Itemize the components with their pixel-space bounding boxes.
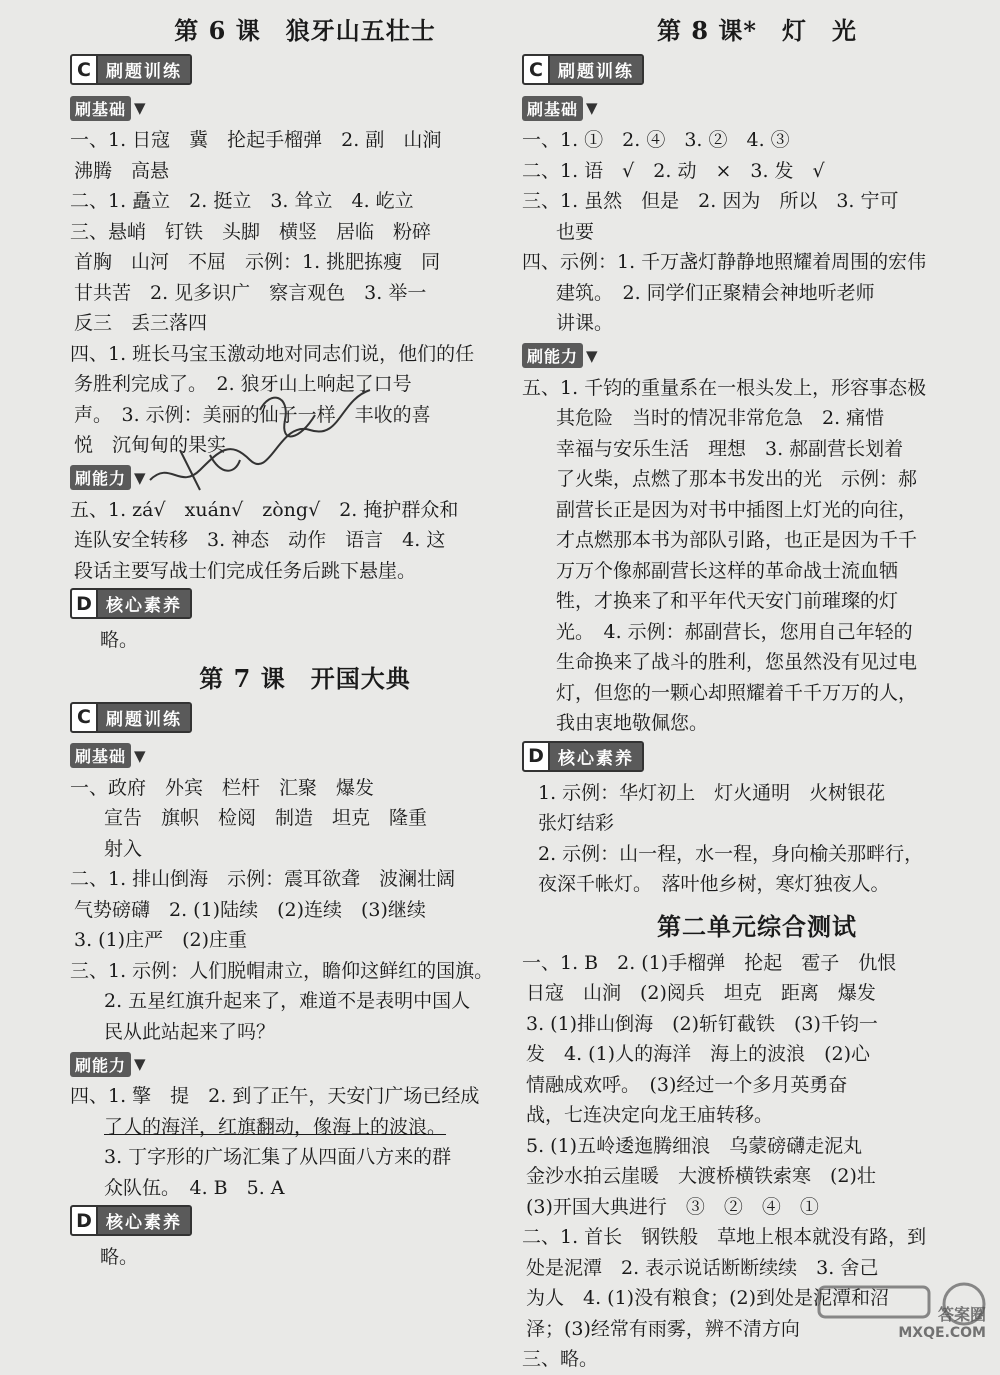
answer-line: 张灯结彩 (538, 812, 615, 834)
lesson6-section-d (70, 588, 192, 619)
lesson7-section-c (70, 702, 192, 733)
lesson6-title: 第 6 课 狼牙山五壮士 (174, 16, 436, 45)
answer-line: 略。 (100, 1246, 139, 1268)
triangle-down-icon: ▼ (134, 468, 146, 487)
answer-line: 发 4. (1)人的海洋 海上的波浪 (2)心 (526, 1043, 870, 1065)
triangle-down-icon: ▼ (134, 99, 146, 117)
triangle-down-icon: ▼ (134, 1055, 146, 1073)
section-label: 核心素养 (98, 1207, 190, 1234)
answer-line: 沸腾 高悬 (74, 159, 170, 182)
section-label: 刷题训练 (98, 704, 190, 731)
answer-line: 二、1. 首长 钢铁般 草地上根本就没有路，到 (522, 1226, 927, 1248)
answer-line: 也要 (556, 220, 595, 243)
answer-line: 段话主要写战士们完成任务后跳下悬崖。 (74, 559, 417, 582)
sub-tag: 刷基础 (522, 96, 583, 121)
lesson8-sub-basic (522, 95, 992, 121)
answer-line: 处是泥潭 2. 表示说话断断续续 3. 舍己 (526, 1256, 879, 1279)
answer-line: 甘共苦 2. 见多识广 察言观色 3. 举一 (74, 281, 427, 304)
triangle-down-icon: ▼ (586, 99, 598, 117)
lesson6-section-c (70, 54, 192, 85)
section-label: 刷题训练 (98, 56, 190, 83)
sub-tag: 刷能力 (70, 465, 131, 490)
answer-line: 一、政府 外宾 栏杆 汇聚 爆发 (70, 776, 375, 799)
answer-line: (3)开国大典进行 ③ ② ④ ① (526, 1195, 819, 1218)
section-letter: C (72, 704, 98, 731)
answer-line: 夜深千帐灯。 落叶他乡树，寒灯独夜人。 (538, 873, 890, 895)
lesson7-sub-basic (70, 743, 540, 769)
lesson8-basic-answers (522, 125, 992, 339)
lesson8-ability-answers (522, 373, 992, 739)
answer-line: 三、悬峭 钉铁 头脚 横竖 居临 粉碎 (70, 220, 432, 243)
answer-line: 2. 五星红旗升起来了，难道不是表明中国人 (104, 990, 471, 1012)
lesson6-basic-answers (70, 125, 540, 461)
answer-line: 了人的海洋，红旗翻动，像海上的波浪。 (104, 1115, 447, 1138)
unit-test-title: 第二单元综合测试 (657, 911, 857, 941)
watermark-text: MXQE.COM (898, 1325, 986, 1341)
section-letter: D (524, 743, 550, 770)
answer-line: 我由衷地敬佩您。 (556, 712, 709, 734)
section-label: 核心素养 (98, 590, 190, 617)
answer-line: 首胸 山河 不屈 示例：1. 挑肥拣瘦 同 (74, 251, 441, 273)
answer-line: 二、1. 排山倒海 示例：震耳欲聋 波澜壮阔 (70, 868, 456, 890)
lesson8-sub-ability (522, 343, 992, 369)
lesson7-basic-answers (70, 773, 540, 1048)
answer-line: 连队安全转移 3. 神态 动作 语言 4. 这 (74, 529, 446, 551)
sub-tag: 刷能力 (70, 1052, 131, 1077)
answer-line: 情融成欢呼。 (3)经过一个多月英勇奋 (526, 1073, 848, 1096)
triangle-down-icon: ▼ (586, 346, 598, 365)
answer-line: 悦 沉甸甸的果实 (74, 434, 227, 456)
lesson7-section-d (70, 1205, 192, 1236)
answer-line: 一、1. B 2. (1)手榴弹 抡起 雹子 仇恨 (522, 951, 897, 974)
answer-line: 灯，但您的一颗心却照耀着千千万万的人， (556, 681, 918, 704)
answer-line: 3. (1)排山倒海 (2)斩钉截铁 (3)千钧一 (526, 1012, 878, 1035)
answer-line: 四、1. 擎 提 2. 到了正午，天安门广场已经成 (70, 1085, 480, 1107)
sub-tag: 刷能力 (522, 343, 583, 368)
watermark-brand (938, 1302, 986, 1325)
answer-line: 战，七连决定向龙王庙转移。 (526, 1104, 774, 1126)
answer-line: 生命换来了战斗的胜利，您虽然没有见过电 (556, 651, 918, 673)
answer-line: 民从此站起来了吗？ (104, 1020, 276, 1043)
answer-line: 务胜利完成了。 2. 狼牙山上响起了口号 (74, 373, 412, 395)
answer-line: 牲，才换来了和平年代天安门前璀璨的灯 (556, 590, 899, 612)
answer-line: 泽；(3)经常有雨雾，辨不清方向 (526, 1317, 800, 1340)
answer-line: 副营长正是因为对书中插图上灯光的向往， (556, 498, 918, 521)
answer-line: 略。 (100, 629, 139, 651)
answer-line: 三、1. 虽然 但是 2. 因为 所以 3. 宁可 (522, 190, 899, 212)
answer-line: 1. 示例：华灯初上 灯火通明 火树银花 (538, 781, 886, 804)
lesson8-core-answers (522, 778, 992, 900)
answer-line: 射入 (104, 837, 143, 860)
answer-line: 日寇 山涧 (2)阅兵 坦克 距离 爆发 (526, 982, 876, 1004)
lesson6-ability-answers (70, 495, 540, 587)
answer-line: 为人 4. (1)没有粮食；(2)到处是泥潭和沼 (526, 1287, 889, 1309)
answer-line: 其危险 当时的情况非常危急 2. 痛惜 (556, 407, 885, 429)
lesson8-section-c (522, 54, 644, 85)
answer-line: 声。 3. 示例：美丽的仙子一样 丰收的喜 (74, 403, 431, 426)
answer-line: 讲课。 (556, 312, 614, 334)
left-column (70, 14, 540, 1273)
watermark-brand-text: 答案圈 (937, 1305, 986, 1324)
answer-line: 五、1. zá√ xuán√ zòng√ 2. 掩护群众和 (70, 498, 459, 521)
section-label: 核心素养 (550, 743, 642, 770)
section-letter: C (72, 56, 98, 83)
answer-line: 四、1. 班长马宝玉激动地对同志们说，他们的任 (70, 342, 475, 365)
section-letter: C (524, 56, 550, 83)
answer-line: 二、1. 矗立 2. 挺立 3. 耸立 4. 屹立 (70, 190, 414, 212)
answer-line: 才点燃那本书为部队引路，也正是因为千千 (556, 529, 918, 551)
lesson8-section-d (522, 741, 644, 772)
answer-line: 五、1. 千钧的重量系在一根头发上，形容事态极 (522, 376, 927, 399)
section-letter: D (72, 1207, 98, 1234)
answer-line: 气势磅礴 2. (1)陆续 (2)连续 (3)继续 (74, 898, 426, 921)
lesson8-title: 第 8 课* 灯 光 (657, 16, 857, 45)
answer-line: 三、1. 示例：人们脱帽肃立，瞻仰这鲜红的国旗。 (70, 959, 494, 982)
lesson7-title: 第 7 课 开国大典 (199, 663, 411, 693)
answer-line: 反三 丢三落四 (74, 312, 208, 334)
section-letter: D (72, 590, 98, 617)
answer-line: 宣告 旗帜 检阅 制造 坦克 隆重 (104, 807, 428, 829)
sub-tag: 刷基础 (70, 96, 131, 121)
triangle-down-icon: ▼ (134, 746, 146, 765)
answer-line: 建筑。 2. 同学们正聚精会神地听老师 (556, 281, 875, 304)
answer-line: 3. (1)庄严 (2)庄重 (74, 929, 247, 951)
lesson7-ability-answers (70, 1081, 540, 1203)
answer-line: 光。 4. 示例：郝副营长，您用自己年轻的 (556, 620, 913, 643)
answer-line: 5. (1)五岭逶迤腾细浪 乌蒙磅礴走泥丸 (526, 1134, 863, 1157)
sub-tag: 刷基础 (70, 743, 131, 768)
right-column (522, 14, 992, 1375)
lesson7-sub-ability (70, 1051, 540, 1077)
lesson6-sub-ability (70, 465, 540, 491)
answer-line: 一、1. ① 2. ④ 3. ② 4. ③ (522, 129, 790, 151)
answer-line: 2. 示例：山一程，水一程，身向榆关那畔行， (538, 842, 924, 865)
section-label: 刷题训练 (550, 56, 642, 83)
answer-line: 一、1. 日寇 冀 抡起手榴弹 2. 副 山涧 (70, 129, 442, 151)
answer-line: 二、1. 语 √ 2. 动 × 3. 发 √ (522, 159, 825, 182)
answer-line: 3. 丁字形的广场汇集了从四面八方来的群 (104, 1146, 452, 1168)
answer-line: 幸福与安乐生活 理想 3. 郝副营长划着 (556, 437, 904, 460)
answer-line: 了火柴，点燃了那本书发出的光 示例：郝 (556, 468, 918, 490)
answer-line: 众队伍。 4. B 5. A (104, 1176, 285, 1199)
answer-line: 四、示例：1. 千万盏灯静静地照耀着周围的宏伟 (522, 251, 927, 273)
lesson6-sub-basic (70, 95, 540, 121)
answer-line: 三、略。 (522, 1348, 599, 1370)
answer-line: 万万个像郝副营长这样的革命战士流血牺 (556, 559, 899, 582)
answer-line: 金沙水拍云崖暖 大渡桥横铁索寒 (2)壮 (526, 1165, 876, 1187)
